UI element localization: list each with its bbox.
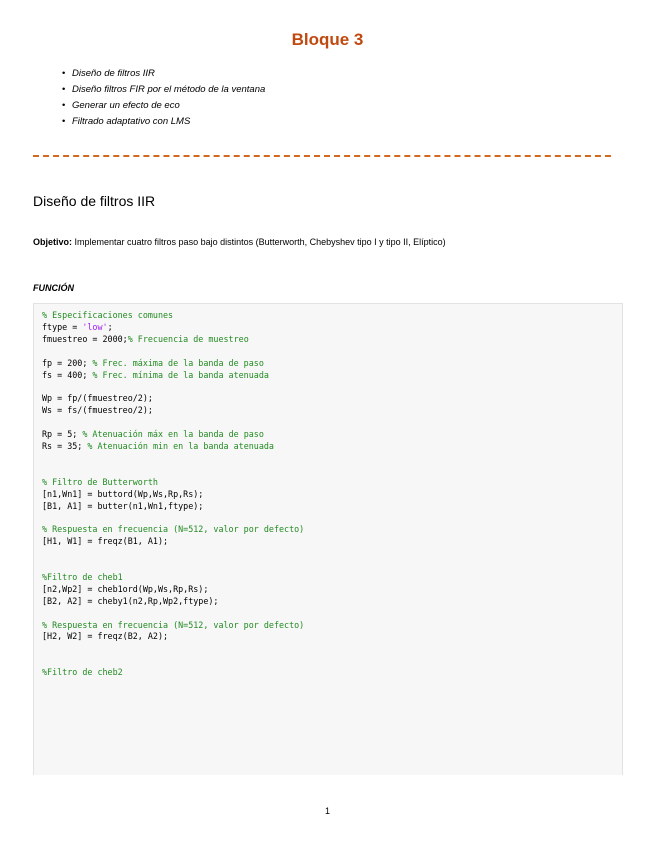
code-text: fp = 200; — [42, 357, 93, 368]
objective-text: Implementar cuatro filtros paso bajo distintos (Butterworth, Chebyshev tipo I y tipo II, Elíptico) — [72, 237, 446, 247]
code-line — [42, 631, 622, 643]
code-line — [42, 667, 622, 679]
code-text: fmuestreo = 2000; — [42, 333, 128, 344]
code-line — [42, 501, 622, 513]
objective-label: Objetivo: — [33, 237, 73, 247]
code-comment: % Filtro de Butterworth — [42, 476, 158, 487]
code-comment: %Filtro de cheb2 — [42, 667, 123, 678]
code-comment: %Filtro de cheb1 — [42, 571, 123, 582]
code-line — [42, 596, 622, 608]
page-number: 1 — [324, 806, 330, 816]
code-line — [42, 548, 622, 560]
code-text: [B1, A1] = butter(n1,Wn1,ftype); — [42, 500, 204, 511]
code-line — [42, 620, 622, 632]
code-line — [42, 346, 622, 358]
code-line — [42, 584, 622, 596]
code-comment: % Frec. mínima de la banda atenuada — [92, 369, 269, 380]
code-line — [42, 441, 622, 453]
code-line — [42, 322, 622, 334]
code-text: ; — [107, 321, 113, 332]
code-line — [42, 489, 622, 501]
section-divider — [33, 155, 611, 157]
code-comment: % Respuesta en frecuencia (N=512, valor por defecto) — [42, 524, 305, 535]
code-line — [42, 512, 622, 524]
code-line — [42, 405, 622, 417]
code-text: [B2, A2] = cheby1(n2,Rp,Wp2,ftype); — [42, 595, 219, 606]
code-text: Rp = 5; — [42, 429, 83, 440]
code-line — [42, 310, 622, 322]
section-heading: Diseño de filtros IIR — [33, 193, 156, 209]
code-line — [42, 381, 622, 393]
code-line — [42, 417, 622, 429]
code-line — [42, 358, 622, 370]
code-line — [42, 560, 622, 572]
code-text: [n1,Wn1] = buttord(Wp,Ws,Rp,Rs); — [42, 488, 204, 499]
code-listing — [34, 304, 622, 679]
code-text: [H1, W1] = freqz(B1, A1); — [42, 536, 169, 547]
code-line — [42, 370, 622, 382]
code-comment: % Frec. máxima de la banda de paso — [92, 357, 264, 368]
list-item: • Generar un efecto de eco — [62, 98, 265, 114]
code-comment: % Respuesta en frecuencia (N=512, valor por defecto) — [42, 619, 305, 630]
code-comment: % Frecuencia de muestreo — [127, 333, 249, 344]
objective-paragraph — [33, 237, 446, 247]
code-block — [33, 303, 623, 775]
code-text: [H2, W2] = freqz(B2, A2); — [42, 631, 169, 642]
code-line — [42, 643, 622, 655]
topic-list — [62, 66, 265, 130]
code-comment: % Especificaciones comunes — [42, 310, 174, 320]
code-line — [42, 334, 622, 346]
code-text: Ws = fs/(fmuestreo/2); — [42, 405, 153, 416]
code-line — [42, 655, 622, 667]
code-line — [42, 429, 622, 441]
list-item: • Diseño de filtros IIR — [62, 66, 265, 82]
code-string: 'low' — [82, 321, 108, 332]
code-line — [42, 453, 622, 465]
code-line — [42, 477, 622, 489]
list-item: • Diseño filtros FIR por el método de la ventana — [62, 82, 265, 98]
code-text: ftype = — [42, 321, 83, 332]
code-line — [42, 393, 622, 405]
code-comment: % Atenuación min en la banda atenuada — [87, 440, 274, 451]
code-line — [42, 465, 622, 477]
code-text: fs = 400; — [42, 369, 93, 380]
code-line — [42, 572, 622, 584]
code-text: [n2,Wp2] = cheb1ord(Wp,Ws,Rp,Rs); — [42, 583, 209, 594]
function-label: FUNCIÓN — [33, 283, 74, 293]
page-title: Bloque 3 — [291, 30, 364, 49]
code-comment: % Atenuación máx en la banda de paso — [82, 429, 264, 440]
code-line — [42, 536, 622, 548]
code-text: Rs = 35; — [42, 440, 88, 451]
code-line — [42, 608, 622, 620]
code-line — [42, 524, 622, 536]
code-text: Wp = fp/(fmuestreo/2); — [42, 393, 153, 404]
list-item: • Filtrado adaptativo con LMS — [62, 114, 265, 130]
